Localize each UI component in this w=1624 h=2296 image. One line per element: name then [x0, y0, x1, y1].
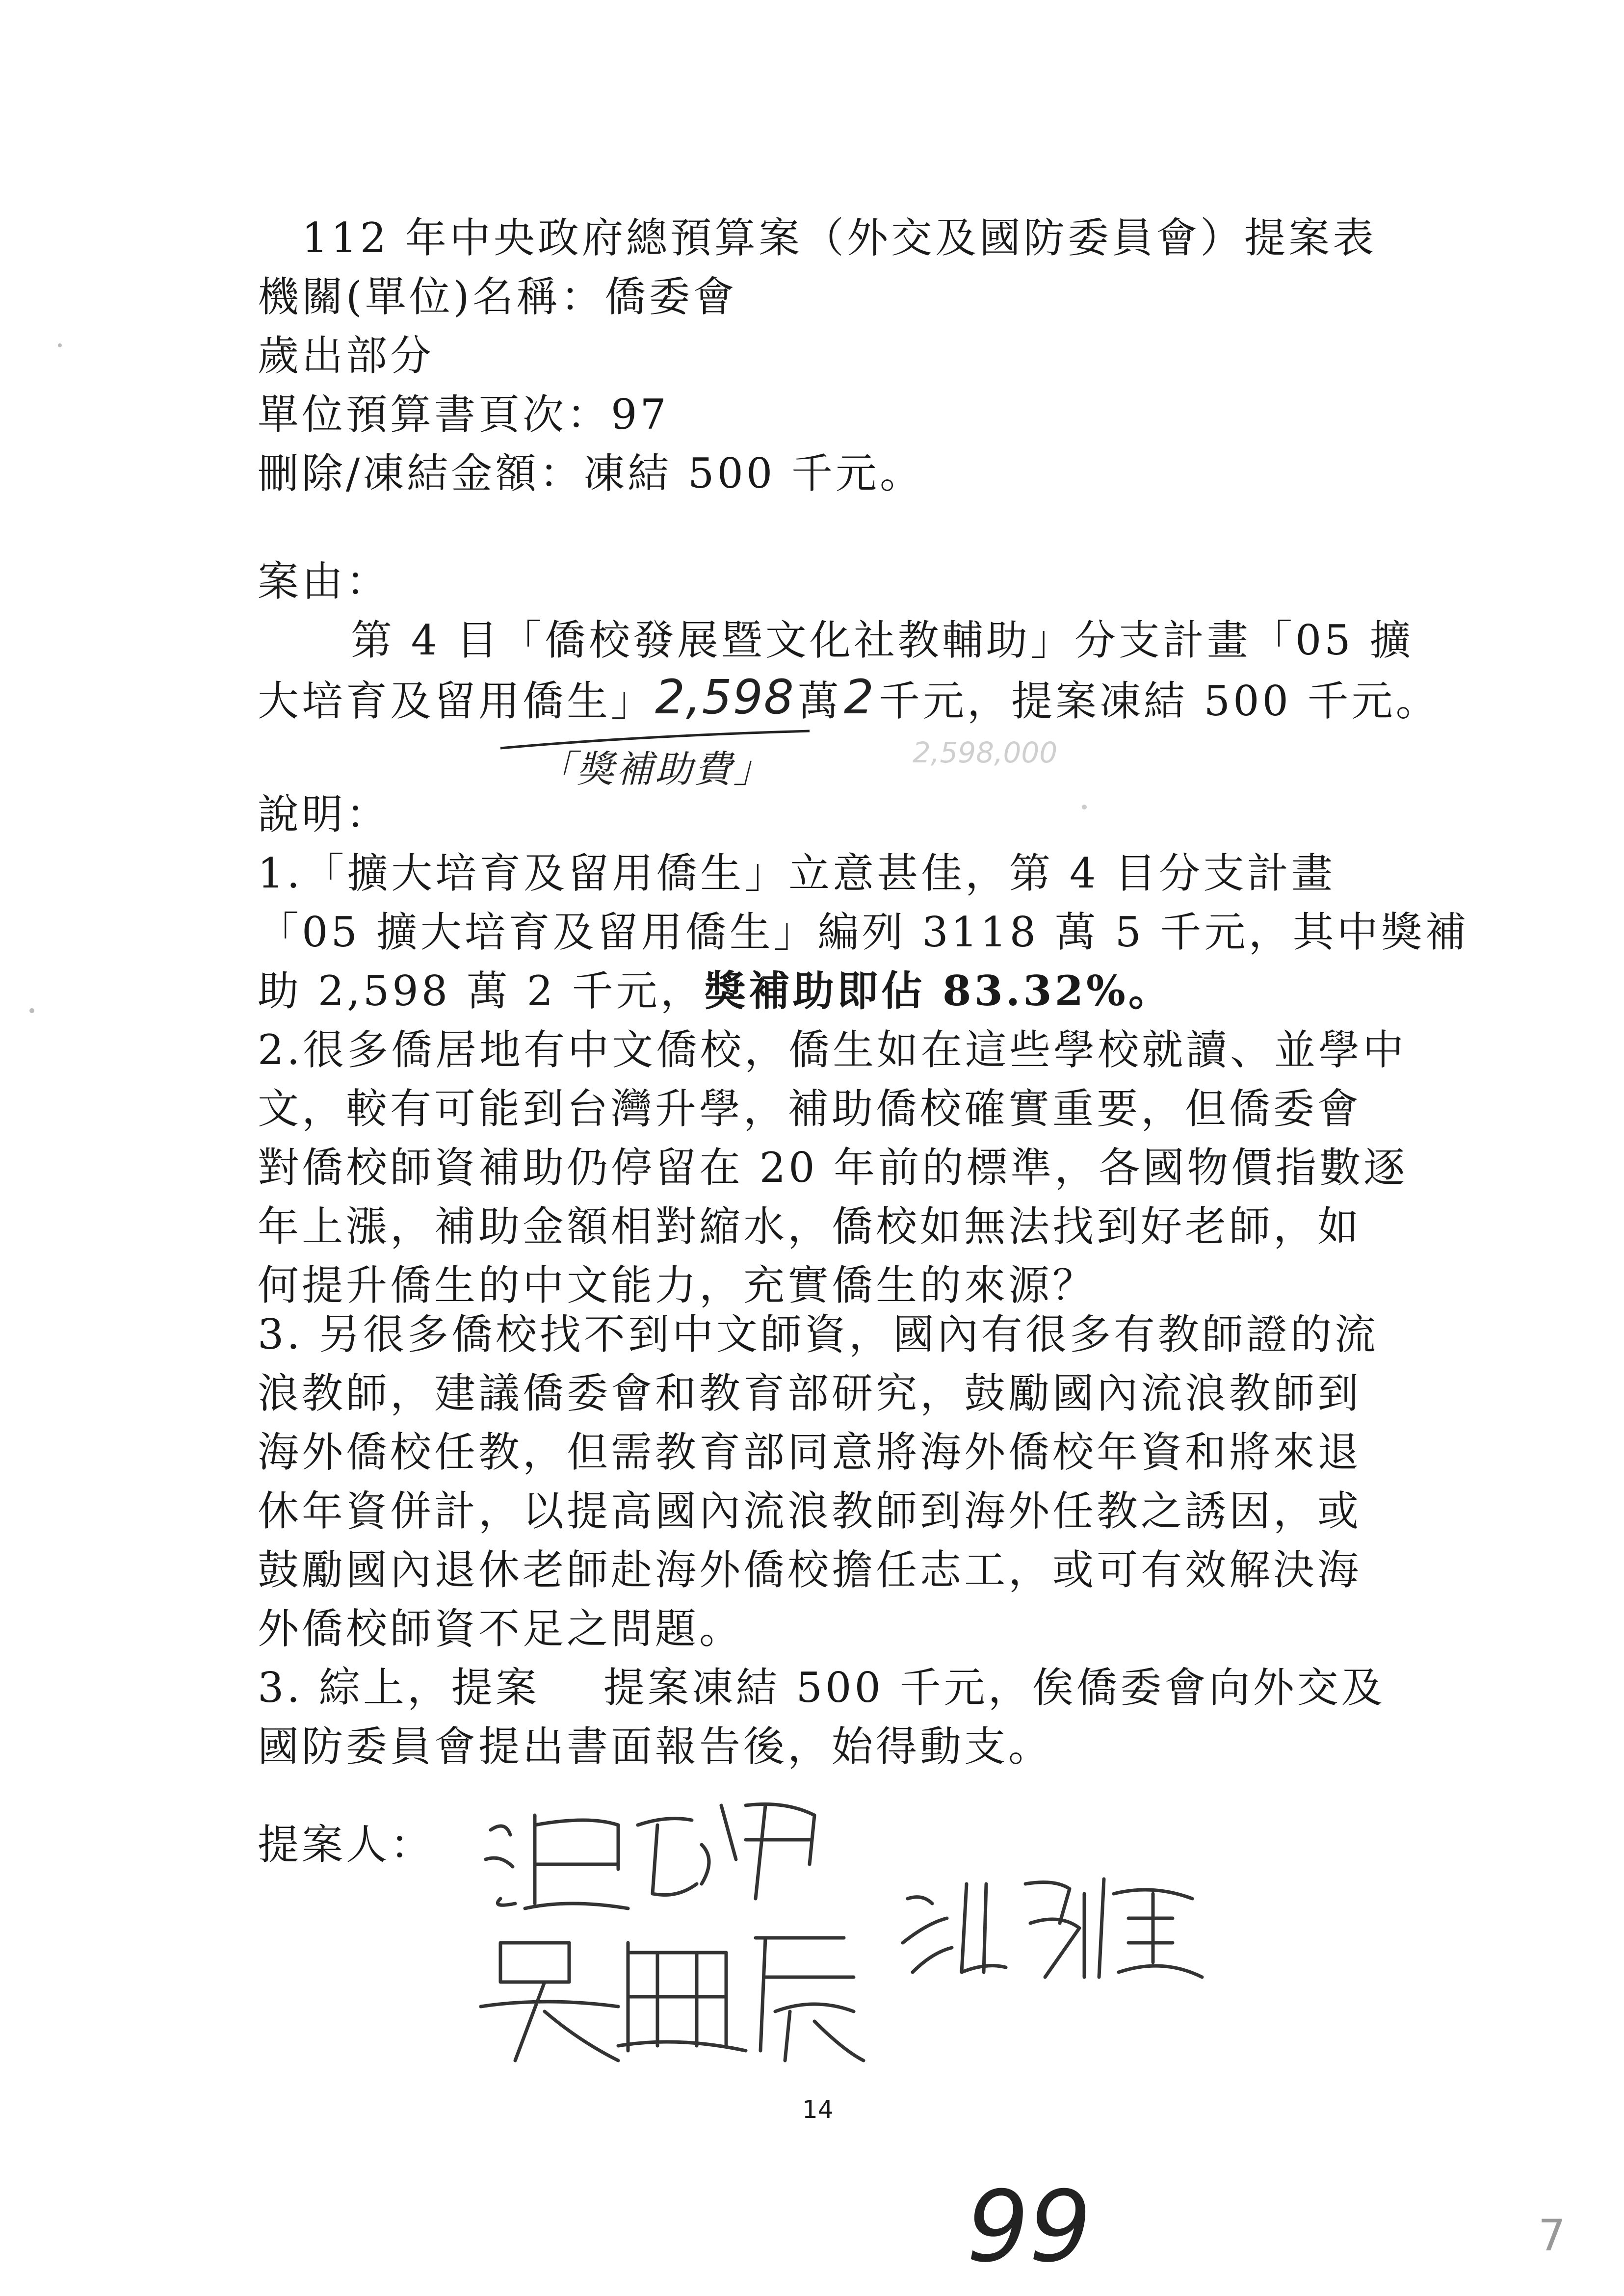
- item-4-line-2: 國防委員會提出書面報告後，始得動支。: [258, 1722, 1053, 1771]
- freeze-amount: 刪除/凍結金額：凍結 500 千元。: [258, 449, 924, 497]
- item-3-line-2: 浪教師，建議僑委會和教育部研究，鼓勵國內流浪教師到: [258, 1369, 1362, 1417]
- item-1-line-3: [258, 962, 1173, 1020]
- item-3-line-4: 休年資併計，以提高國內流浪教師到海外任教之誘因，或: [258, 1487, 1362, 1535]
- handwritten-amount: 2,598: [655, 670, 795, 725]
- item-2-line-4: 年上漲，補助金額相對縮水，僑校如無法找到好老師，如: [258, 1202, 1362, 1251]
- item-3-line-1: 3. 另很多僑校找不到中文師資，國內有很多有教師證的流: [258, 1310, 1379, 1358]
- handwritten-amount-sub: 2: [843, 670, 877, 725]
- reason-heading: 案由：: [258, 557, 391, 605]
- item-2-line-1: 2.很多僑居地有中文僑校，僑生如在這些學校就讀、並學中: [258, 1026, 1407, 1074]
- item-3-line-3: 海外僑校任教，但需教育部同意將海外僑校年資和將來退: [258, 1428, 1362, 1476]
- item-2-line-3: 對僑校師資補助仍停留在 20 年前的標準，各國物價指數逐: [258, 1144, 1408, 1192]
- reason-line-2: [258, 670, 1440, 731]
- item-3-line-5: 鼓勵國內退休老師赴海外僑校擔任志工，或可有效解決海: [258, 1546, 1362, 1594]
- scan-speck: [29, 1008, 34, 1013]
- item-1-line-1: 1.「擴大培育及留用僑生」立意甚佳，第 4 目分支計畫: [258, 849, 1336, 897]
- explain-heading: 說明：: [258, 790, 391, 838]
- handwritten-page-mark: 99: [967, 2170, 1092, 2284]
- budget-page: 單位預算書頁次：97: [258, 391, 669, 439]
- handwritten-insertion: 「獎補助費」: [537, 747, 773, 791]
- reason-line-2-end: 千元，提案凍結 500 千元。: [878, 677, 1440, 725]
- agency-name: 機關(單位)名稱：僑委會: [258, 273, 737, 321]
- item-1-highlight: 獎補助即佔 83.32%。: [704, 966, 1173, 1015]
- item-2-line-2: 文，較有可能到台灣升學，補助僑校確實重要，但僑委會: [258, 1085, 1362, 1133]
- item-1-line-3-start: 助 2,598 萬 2 千元，: [258, 967, 705, 1015]
- reason-line-2-unit: 萬: [797, 677, 842, 725]
- corner-mark: 7: [1538, 2210, 1566, 2261]
- page-number: 14: [802, 2095, 834, 2124]
- item-4-line-1: [258, 1658, 1386, 1717]
- signature-chiang: [898, 1864, 1212, 1992]
- reason-line-1: 第 4 目「僑校發展暨文化社教輔助」分支計畫「05 擴: [351, 616, 1414, 664]
- document-title: 112 年中央政府總預算案（外交及國防委員會）提案表: [302, 214, 1377, 262]
- item-4-line-1-start: 3. 綜上，提案: [258, 1664, 540, 1712]
- faint-note: 2,598,000: [913, 736, 1058, 769]
- reason-line-2-start: 大培育及留用僑生」: [258, 677, 655, 725]
- proposer-label: 提案人：: [258, 1821, 435, 1869]
- section-name: 歲出部分: [258, 332, 435, 380]
- item-1-line-2: 「05 擴大培育及留用僑生」編列 3118 萬 5 千元，其中獎補: [258, 908, 1469, 956]
- scan-speck: [1082, 805, 1087, 809]
- signature-wu: [471, 1923, 873, 2080]
- scan-speck: [58, 343, 62, 347]
- item-2-line-5: 何提升僑生的中文能力，充實僑生的來源？: [258, 1261, 1097, 1309]
- item-4-line-1-end: 提案凍結 500 千元，俟僑委會向外交及: [603, 1664, 1386, 1712]
- item-3-line-6: 外僑校師資不足之問題。: [258, 1605, 744, 1653]
